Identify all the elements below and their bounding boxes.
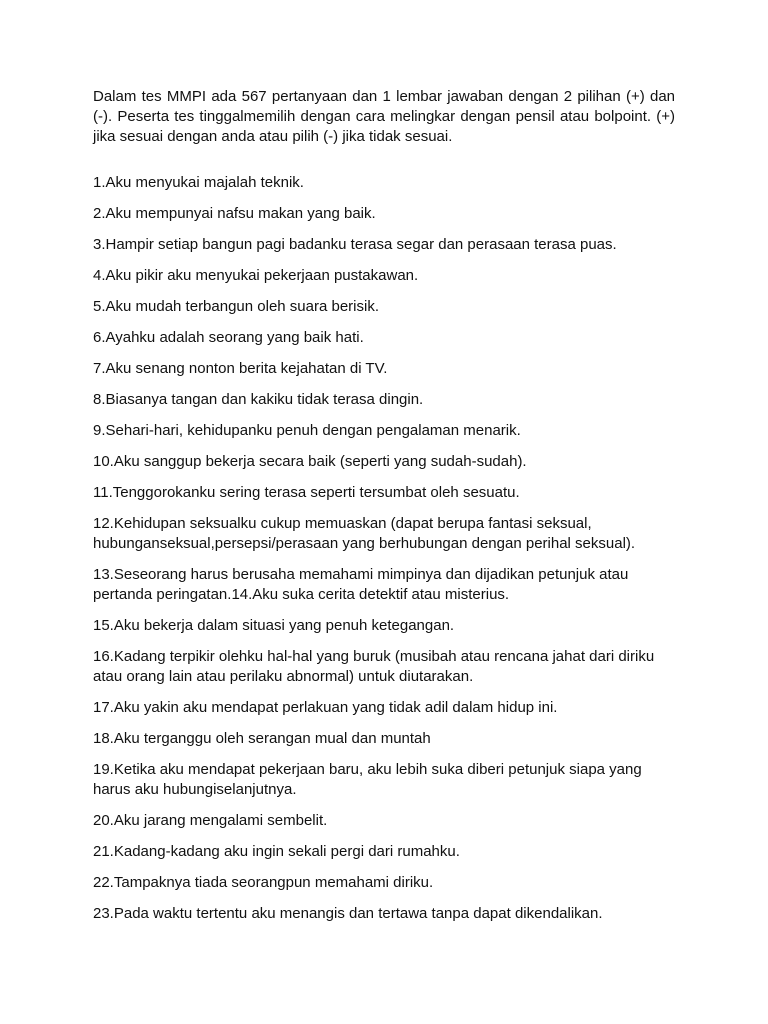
question-item: 1.Aku menyukai majalah teknik. [93, 174, 304, 191]
question-item: 18.Aku terganggu oleh serangan mual dan muntah [93, 730, 431, 747]
question-item: 11.Tenggorokanku sering terasa seperti tersumbat oleh sesuatu. [93, 484, 520, 501]
question-item: 8.Biasanya tangan dan kakiku tidak terasa dingin. [93, 391, 424, 408]
question-item: 6.Ayahku adalah seorang yang baik hati. [93, 329, 364, 346]
question-item: 3.Hampir setiap bangun pagi badanku terasa segar dan perasaan terasa puas. [93, 236, 617, 253]
question-item: 9.Sehari-hari, kehidupanku penuh dengan pengalaman menarik. [93, 422, 521, 439]
intro-paragraph: Dalam tes MMPI ada 567 pertanyaan dan 1 lembar jawaban dengan 2 pilihan (+) dan (-). Peserta tes tinggalmemilih dengan cara melingkar dengan pensil atau bolpoint. (+) jika sesuai dengan anda atau pilih (-) jika tidak sesuai. [93, 88, 675, 145]
question-item: 10.Aku sanggup bekerja secara baik (seperti yang sudah-sudah). [93, 453, 527, 470]
question-item: 23.Pada waktu tertentu aku menangis dan tertawa tanpa dapat dikendalikan. [93, 905, 603, 922]
question-item: 4.Aku pikir aku menyukai pekerjaan pustakawan. [93, 267, 419, 284]
question-item: 5.Aku mudah terbangun oleh suara berisik. [93, 298, 380, 315]
question-item: 15.Aku bekerja dalam situasi yang penuh ketegangan. [93, 617, 455, 634]
question-item: 17.Aku yakin aku mendapat perlakuan yang tidak adil dalam hidup ini. [93, 699, 558, 716]
document-page [93, 87, 675, 935]
question-item: 2.Aku mempunyai nafsu makan yang baik. [93, 205, 376, 222]
question-item: 12.Kehidupan seksualku cukup memuaskan (dapat berupa fantasi seksual, hubunganseksual,persepsi/perasaan yang berhubungan dengan perihal seksual). [93, 515, 636, 552]
question-item: 13.Seseorang harus berusaha memahami mimpinya dan dijadikan petunjuk atau pertanda peringatan.14.Aku suka cerita detektif atau misterius. [93, 566, 629, 603]
question-list [93, 173, 675, 924]
question-item: 21.Kadang-kadang aku ingin sekali pergi dari rumahku. [93, 843, 460, 860]
question-item: 19.Ketika aku mendapat pekerjaan baru, aku lebih suka diberi petunjuk siapa yang harus aku hubungiselanjutnya. [93, 761, 642, 798]
question-item: 7.Aku senang nonton berita kejahatan di TV. [93, 360, 388, 377]
question-item: 16.Kadang terpikir olehku hal-hal yang buruk (musibah atau rencana jahat dari diriku atau orang lain atau perilaku abnormal) untuk diutarakan. [93, 648, 655, 685]
question-item: 20.Aku jarang mengalami sembelit. [93, 812, 328, 829]
question-item: 22.Tampaknya tiada seorangpun memahami diriku. [93, 874, 434, 891]
